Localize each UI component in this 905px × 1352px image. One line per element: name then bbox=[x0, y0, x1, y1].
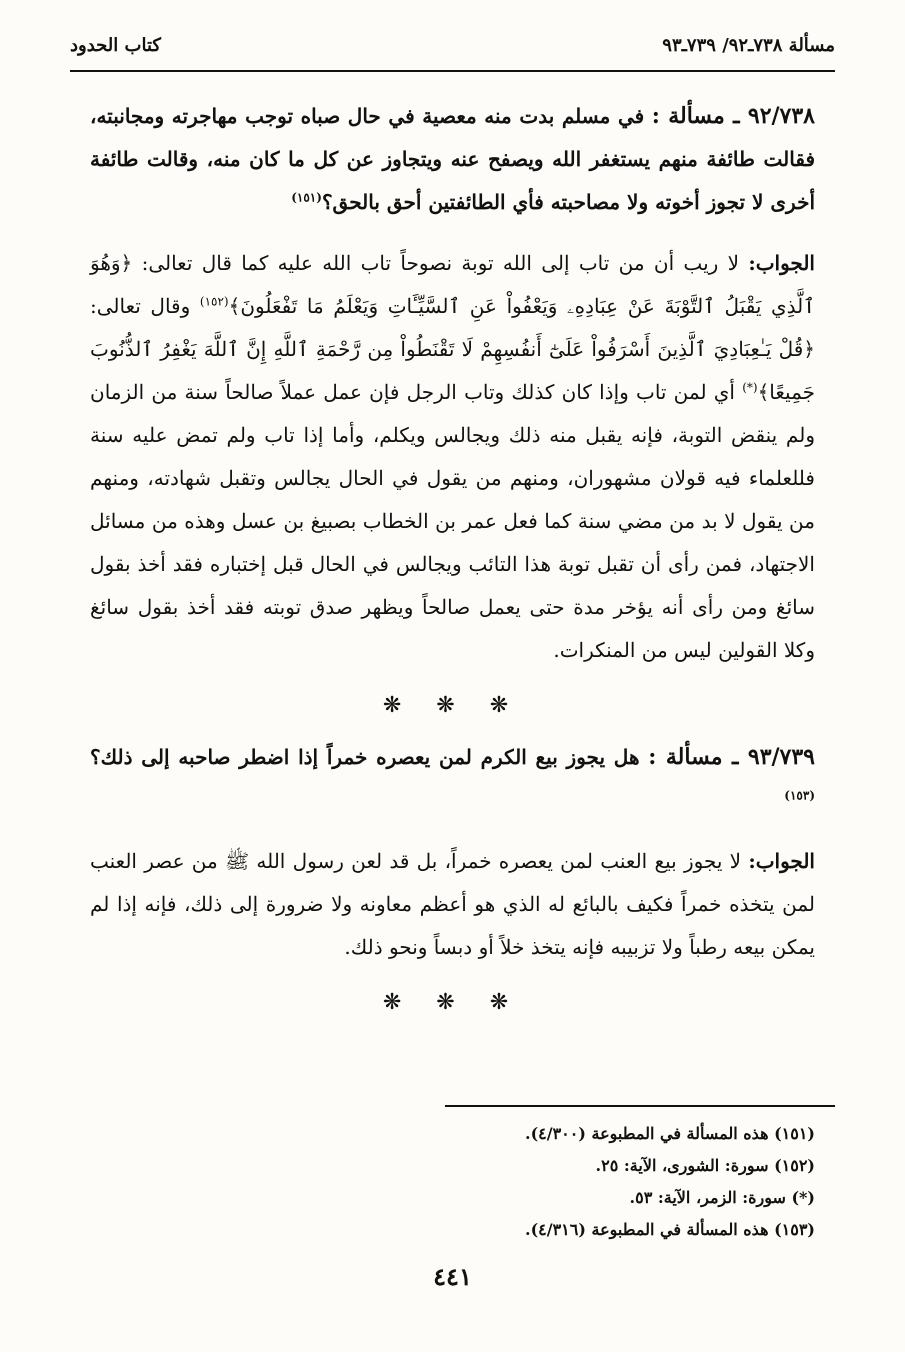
section-divider: ❋ ❋ ❋ bbox=[382, 693, 523, 718]
footnote-star: (*) سورة: الزمر، الآية: ٥٣. bbox=[629, 1188, 815, 1207]
running-header bbox=[70, 28, 835, 62]
footnote-rule bbox=[445, 1105, 835, 1107]
quran-verse-shura: ﴿وَهُوَ ٱلَّذِي يَقْبَلُ ٱلتَّوْبَةَ عَنْ عِبَادِهِۦ وَيَعْفُواْ عَنِ ٱلسَّيِّـَٔاتِ وَيَعْلَمُ مَا تَفْعَلُونَ﴾ bbox=[90, 251, 815, 318]
footnote-ref-152: (١٥٢) bbox=[199, 294, 229, 309]
footnote-151: (١٥١) هذه المسألة في المطبوعة (٤/٣٠٠). bbox=[525, 1124, 815, 1143]
section-divider-2: ❋ ❋ ❋ bbox=[382, 990, 523, 1015]
header-issue-range: مسألة ٧٣٨ـ٩٢/ ٧٣٩ـ٩٣ bbox=[662, 34, 835, 56]
question-92-text: في مسلم بدت منه معصية في حال صباه توجب مهاجرته ومجانبته، فقالت طائفة منهم يستغفر الله ويصفح عنه ويتجاوز عن كل ما كان منه، وقالت طائفة أخرى لا تجوز أخوته ولا مصاحبته فأي الطائفتين أحق بالحق؟ bbox=[90, 104, 815, 214]
answer-93-text: لا يجوز بيع العنب لمن يعصره خمراً، بل قد لعن رسول الله ﷺ من عصر العنب لمن يتخذه خمراً فكيف بالبائع له الذي هو أعظم معاونه ولا ضرورة إلى ذلك، فإنه إذا لم يمكن بيعه رطباً ولا تزبيبه فإنه يتخذ خلاً أو دبساً ونحو ذلك. bbox=[90, 849, 815, 959]
answer-92-body: أي لمن تاب وإذا كان كذلك وتاب الرجل فإن عمل عملاً صالحاً سنة من الزمان ولم ينقض التوبة، فإنه يقبل منه ذلك ويجالس ويكلم، وأما إذا تاب ولم تمض عليه سنة فللعلماء فيه قولان مشهوران، ومنهم من يقول في الحال يجالس وتقبل شهادته، ومنهم من يقول لا بد من مضي سنة كما فعل عمر بن الخطاب بصبيغ بن عسل وهذه من مسائل الاجتهاد، فمن رأى أن تقبل توبة هذا التائب ويجالس في الحال قبل إختباره فقد أخذ بقول سائغ ومن رأى أنه يؤخر مدة حتى يعمل صالحاً ويظهر صدق توبته فقد أخذ بقول سائغ وكلا القولين ليس من المنكرات. bbox=[90, 380, 815, 662]
question-92-number: ٩٢/٧٣٨ ـ مسألة : bbox=[651, 103, 815, 129]
question-93-number: ٩٣/٧٣٩ ـ مسألة : bbox=[648, 744, 815, 770]
answer-92-label: الجواب: bbox=[748, 251, 815, 275]
question-93 bbox=[90, 736, 815, 822]
footnote-152: (١٥٢) سورة: الشورى، الآية: ٢٥. bbox=[595, 1156, 815, 1175]
quran-verse-zumar: ﴿قُلْ يَـٰعِبَادِيَ ٱلَّذِينَ أَسْرَفُواْ عَلَىٰٓ أَنفُسِهِمْ لَا تَقْنَطُواْ مِن رَّحْمَةِ ٱللَّهِ إِنَّ ٱللَّهَ يَغْفِرُ ٱلذُّنُوبَ جَمِيعًا﴾ bbox=[90, 337, 815, 404]
page-number: ٤٤١ bbox=[433, 1262, 472, 1291]
footnote-ref-151: (١٥١) bbox=[291, 190, 322, 205]
question-93-text: هل يجوز بيع الكرم لمن يعصره خمراً إذا اضطر صاحبه إلى ذلك؟ bbox=[90, 745, 640, 769]
answer-93-label: الجواب: bbox=[748, 849, 815, 873]
footnote-153: (١٥٣) هذه المسألة في المطبوعة (٤/٣١٦). bbox=[525, 1220, 815, 1239]
answer-92 bbox=[90, 242, 815, 672]
header-rule bbox=[70, 70, 835, 72]
answer-93 bbox=[90, 840, 815, 969]
header-book-title: كتاب الحدود bbox=[70, 34, 161, 56]
question-92 bbox=[90, 95, 815, 224]
page-body bbox=[90, 95, 815, 1033]
footnote-ref-star: (*) bbox=[742, 380, 758, 395]
answer-92-intro: لا ريب أن من تاب إلى الله توبة نصوحاً تاب الله عليه كما قال تعالى: bbox=[141, 251, 740, 275]
footnote-ref-153: (١٥٣) bbox=[784, 788, 815, 803]
answer-92-connector: وقال تعالى: bbox=[90, 294, 191, 318]
